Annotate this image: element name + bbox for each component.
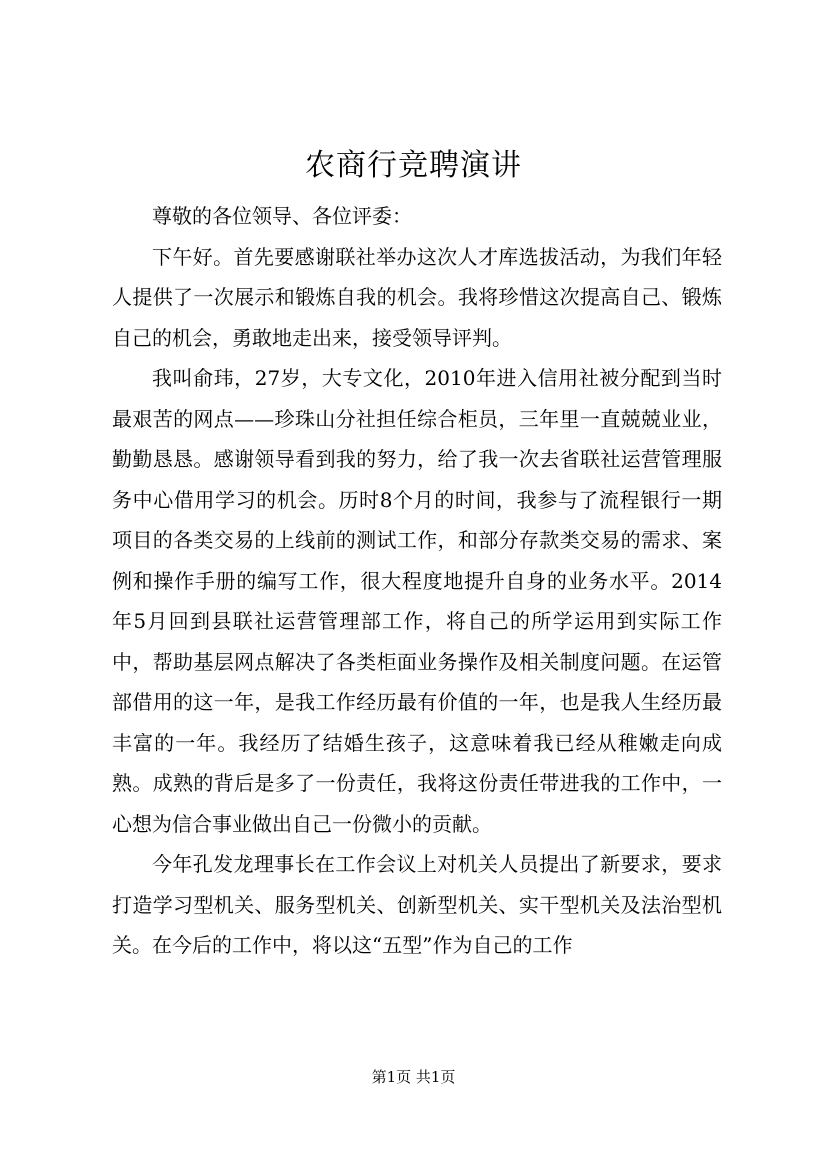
salutation: 尊敬的各位领导、各位评委： — [152, 204, 412, 228]
document-body — [112, 196, 722, 966]
paragraph: 我叫俞玮，27岁，大专文化，2010年进入信用社被分配到当时最艰苦的网点——珍珠山分社担任综合柜员，三年里一直兢兢业业，勤勤恳恳。感谢领导看到我的努力，给了我一次去省联社运营管理服务中心借用学习的机会。历时8个月的时间，我参与了流程银行一期项目的各类交易的上线前的测试工作，和部分存款类交易的需求、案例和操作手册的编写工作，很大程度地提升自身的业务水平。2014年5月回到县联社运营管理部工作，将自己的所学运用到实际工作中，帮助基层网点解决了各类柜面业务操作及相关制度问题。在运管部借用的这一年，是我工作经历最有价值的一年，也是我人生经历最丰富的一年。我经历了结婚生孩子，这意味着我已经从稚嫩走向成熟。成熟的背后是多了一份责任，我将这份责任带进我的工作中，一心想为信合事业做出自己一份微小的贡献。 — [112, 366, 722, 836]
page-footer: 第1页 共1页 — [371, 1068, 456, 1086]
paragraph: 今年孔发龙理事长在工作会议上对机关人员提出了新要求，要求打造学习型机关、服务型机关、创新型机关、实干型机关及法治型机关。在今后的工作中，将以这“五型”作为自己的工作 — [112, 852, 722, 957]
document-title: 农商行竞聘演讲 — [305, 148, 522, 183]
paragraph: 下午好。首先要感谢联社举办这次人才库选拔活动，为我们年轻人提供了一次展示和锻炼自我的机会。我将珍惜这次提高自己、锻炼自己的机会，勇敢地走出来，接受领导评判。 — [112, 244, 722, 350]
